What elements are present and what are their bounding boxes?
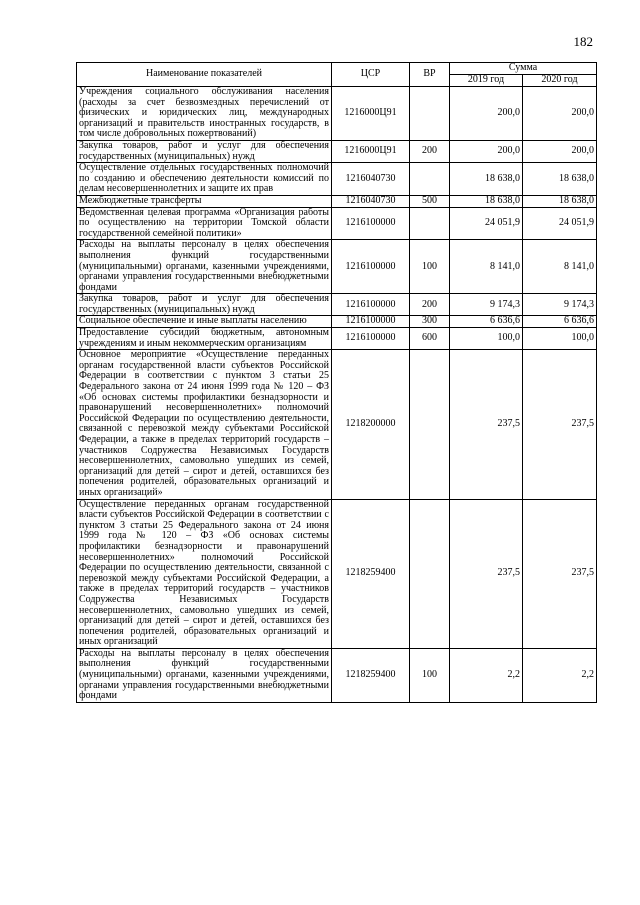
row-sum-2019: 200,0 xyxy=(450,140,523,162)
row-sum-2019: 237,5 xyxy=(450,350,523,499)
row-csr: 1216100000 xyxy=(332,328,410,350)
row-name: Межбюджетные трансферты xyxy=(77,195,332,207)
row-name: Учреждения социального обслуживания населения (расходы за счет безвозмездных перечислений от физических и юридических лиц, международных организаций и правительств иностранных государств, в том числе добровольных пожертвований) xyxy=(77,87,332,141)
header-year-2019: 2019 год xyxy=(450,75,523,87)
table-row xyxy=(77,87,597,141)
row-name: Осуществление отдельных государственных полномочий по созданию и обеспечению деятельности комиссий по делам несовершеннолетних и защите их прав xyxy=(77,163,332,196)
header-vr: ВР xyxy=(410,63,450,87)
header-name: Наименование показателей xyxy=(77,63,332,87)
row-sum-2020: 200,0 xyxy=(523,140,597,162)
row-sum-2020: 24 051,9 xyxy=(523,207,597,240)
row-vr: 200 xyxy=(410,294,450,316)
row-vr xyxy=(410,350,450,499)
row-csr: 1216040730 xyxy=(332,195,410,207)
row-sum-2019: 18 638,0 xyxy=(450,195,523,207)
table-row xyxy=(77,207,597,240)
budget-table xyxy=(76,62,597,703)
row-name: Предоставление субсидий бюджетным, автономным учреждениям и иным некоммерческим организациям xyxy=(77,328,332,350)
row-sum-2019: 2,2 xyxy=(450,648,523,702)
row-csr: 1216040730 xyxy=(332,163,410,196)
row-csr: 1218259400 xyxy=(332,648,410,702)
row-sum-2019: 237,5 xyxy=(450,499,523,648)
row-name: Осуществление переданных органам государственной власти субъектов Российской Федерации в соответствии с пунктом 3 статьи 25 Федерального закона от 24 июня 1999 года № 120 – ФЗ «Об основах системы профилактики безнадзорности и правонарушений несовершеннолетних» полномочий Российской Федерации по осуществлению деятельности, связанной с перевозкой между субъектами Российской Федерации, а также в пределах территорий государств – участников Содружества Независимых Государств несовершеннолетних, самовольно ушедших из семей, организаций для детей – сирот и детей, оставшихся без попечения родителей, образовательных организаций и иных организаций xyxy=(77,499,332,648)
row-csr: 1216100000 xyxy=(332,207,410,240)
row-name: Ведомственная целевая программа «Организация работы по осуществлению на территории Томской области государственной семейной политики» xyxy=(77,207,332,240)
row-sum-2019: 18 638,0 xyxy=(450,163,523,196)
row-csr: 1216100000 xyxy=(332,294,410,316)
row-vr: 500 xyxy=(410,195,450,207)
row-sum-2020: 237,5 xyxy=(523,350,597,499)
header-sum: Сумма xyxy=(450,63,597,75)
row-sum-2020: 2,2 xyxy=(523,648,597,702)
row-csr: 1216100000 xyxy=(332,240,410,294)
row-name: Социальное обеспечение и иные выплаты населению xyxy=(77,316,332,328)
row-vr xyxy=(410,207,450,240)
row-csr: 1218259400 xyxy=(332,499,410,648)
table-row xyxy=(77,163,597,196)
row-sum-2020: 9 174,3 xyxy=(523,294,597,316)
row-sum-2020: 18 638,0 xyxy=(523,195,597,207)
row-vr xyxy=(410,499,450,648)
row-vr: 200 xyxy=(410,140,450,162)
row-csr: 1218200000 xyxy=(332,350,410,499)
row-sum-2020: 100,0 xyxy=(523,328,597,350)
table-header-row xyxy=(77,63,597,75)
row-name: Расходы на выплаты персоналу в целях обеспечения выполнения функций государственными (муниципальными) органами, казенными учреждениями, органами управления государственными внебюджетными фондами xyxy=(77,240,332,294)
table-row xyxy=(77,294,597,316)
table-row xyxy=(77,350,597,499)
row-name: Закупка товаров, работ и услуг для обеспечения государственных (муниципальных) нужд xyxy=(77,294,332,316)
row-sum-2019: 24 051,9 xyxy=(450,207,523,240)
row-name: Расходы на выплаты персоналу в целях обеспечения выполнения функций государственными (муниципальными) органами, казенными учреждениями, органами управления государственными внебюджетными фондами xyxy=(77,648,332,702)
page-number: 182 xyxy=(573,34,593,49)
table-row xyxy=(77,316,597,328)
row-sum-2020: 8 141,0 xyxy=(523,240,597,294)
row-csr: 1216100000 xyxy=(332,316,410,328)
row-sum-2019: 200,0 xyxy=(450,87,523,141)
row-sum-2020: 18 638,0 xyxy=(523,163,597,196)
header-csr: ЦСР xyxy=(332,63,410,87)
row-sum-2019: 9 174,3 xyxy=(450,294,523,316)
row-name: Закупка товаров, работ и услуг для обеспечения государственных (муниципальных) нужд xyxy=(77,140,332,162)
row-vr xyxy=(410,163,450,196)
row-name: Основное мероприятие «Осуществление переданных органам государственной власти субъектов Российской Федерации в соответствии с пунктом 3 статьи 25 Федерального закона от 24 июня 1999 года № 120 – ФЗ «Об основах системы профилактики безнадзорности и правонарушений несовершеннолетних» полномочий Российской Федерации по осуществлению деятельности, связанной с перевозкой между субъектами Российской Федерации, а также в пределах территорий государств – участников Содружества Независимых Государств несовершеннолетних, самовольно ушедших из семей, организаций для детей – сирот и детей, оставшихся без попечения родителей, образовательных организаций и иных организаций» xyxy=(77,350,332,499)
table-row xyxy=(77,499,597,648)
table-row xyxy=(77,648,597,702)
row-vr: 300 xyxy=(410,316,450,328)
row-sum-2020: 6 636,6 xyxy=(523,316,597,328)
row-sum-2019: 8 141,0 xyxy=(450,240,523,294)
row-sum-2020: 200,0 xyxy=(523,87,597,141)
row-vr xyxy=(410,87,450,141)
row-csr: 1216000Ц91 xyxy=(332,87,410,141)
header-year-2020: 2020 год xyxy=(523,75,597,87)
row-vr: 100 xyxy=(410,648,450,702)
row-csr: 1216000Ц91 xyxy=(332,140,410,162)
table-row xyxy=(77,140,597,162)
row-sum-2020: 237,5 xyxy=(523,499,597,648)
row-sum-2019: 100,0 xyxy=(450,328,523,350)
row-sum-2019: 6 636,6 xyxy=(450,316,523,328)
table-row xyxy=(77,328,597,350)
table-row xyxy=(77,240,597,294)
row-vr: 100 xyxy=(410,240,450,294)
row-vr: 600 xyxy=(410,328,450,350)
table-row xyxy=(77,195,597,207)
